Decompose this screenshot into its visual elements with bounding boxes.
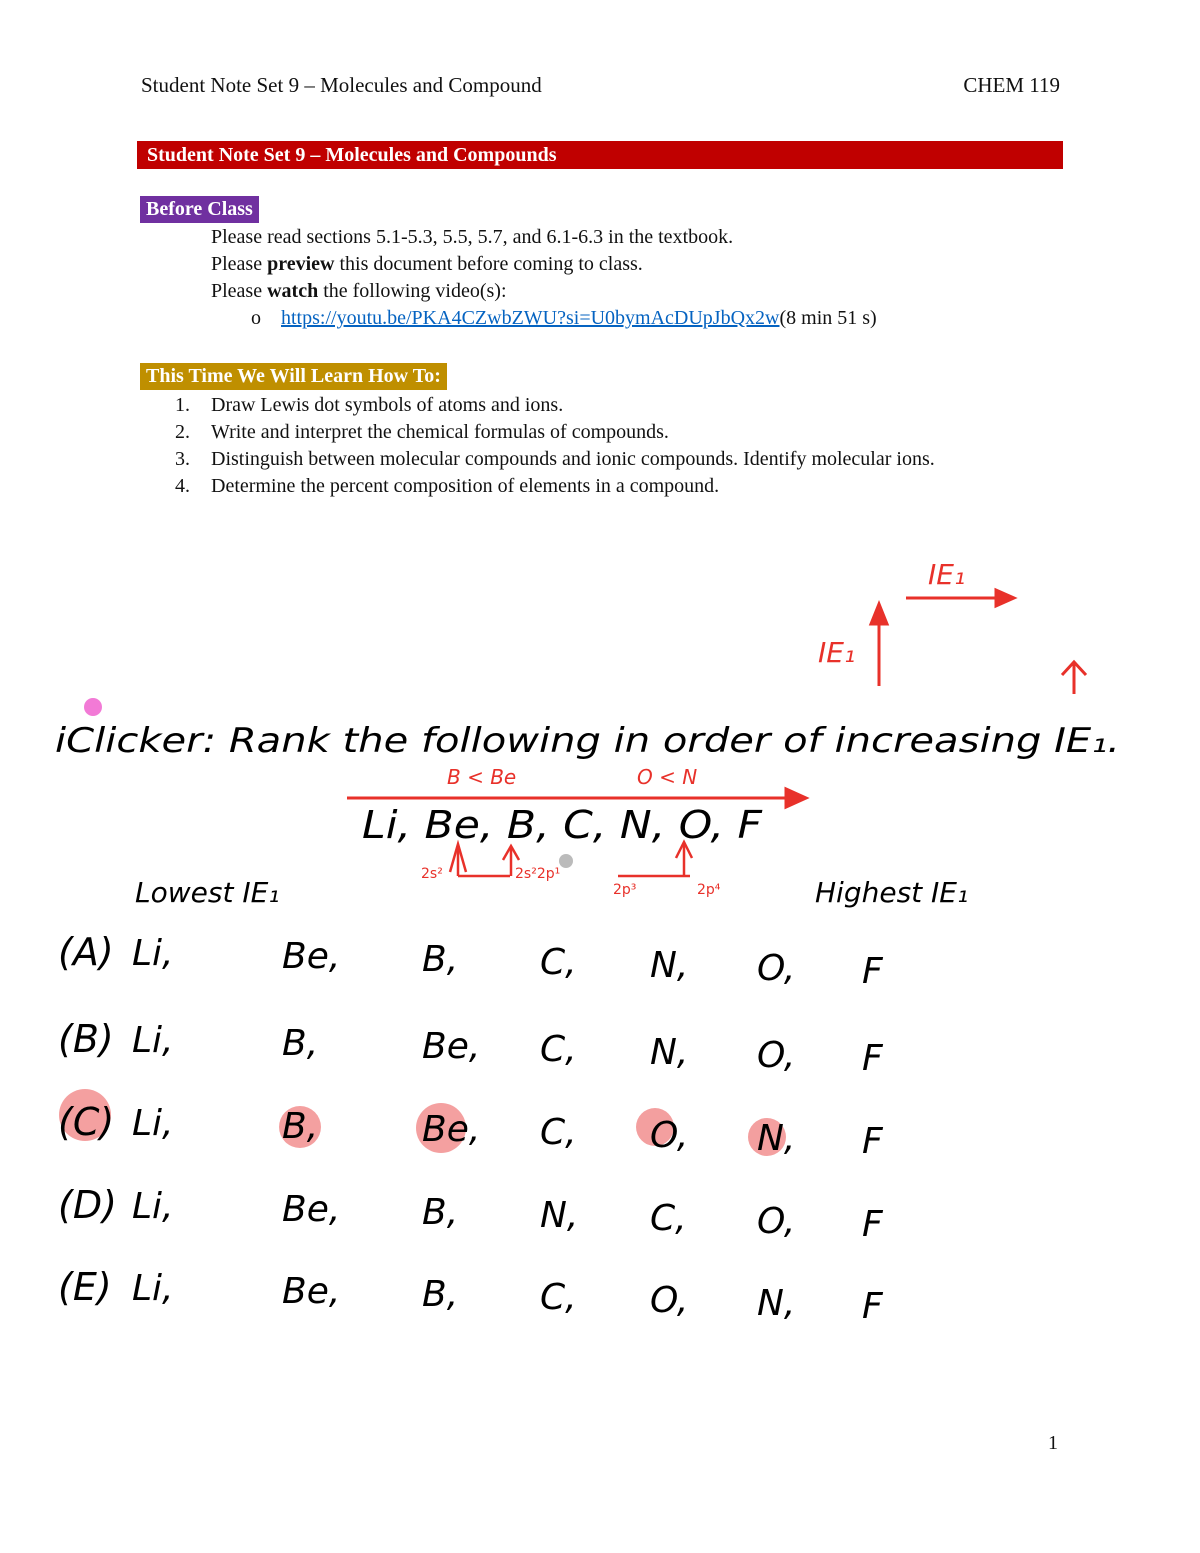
option-element: B, — [422, 1274, 459, 1315]
option-element: F — [862, 1204, 883, 1245]
config-2p4: 2p⁴ — [697, 882, 721, 898]
config-2p3: 2p³ — [613, 882, 637, 898]
option-element: Li, — [132, 1268, 174, 1309]
arrow-right-head — [996, 590, 1014, 606]
option-element: N, — [650, 945, 689, 986]
option-element: C, — [540, 1277, 577, 1318]
objective-text: Write and interpret the chemical formulas of compounds. — [211, 421, 669, 443]
objective-number: 3. — [175, 448, 190, 470]
option-element: F — [862, 1038, 883, 1079]
option-element: O, — [757, 1035, 796, 1076]
option-element: C, — [540, 942, 577, 983]
option-element: F — [862, 951, 883, 992]
option-label: (C) — [58, 1100, 115, 1144]
option-element: N, — [757, 1283, 796, 1324]
option-element: Li, — [132, 1020, 174, 1061]
option-element: B, — [422, 939, 459, 980]
option-element: O, — [650, 1280, 689, 1321]
option-element: N, — [540, 1195, 579, 1236]
option-element: C, — [540, 1029, 577, 1070]
video-duration: (8 min 51 s) — [779, 307, 877, 329]
option-element: Be, — [422, 1026, 481, 1067]
option-element: Be, — [282, 936, 341, 977]
page-number: 1 — [1048, 1432, 1058, 1454]
option-element: B, — [282, 1023, 319, 1064]
option-element: F — [862, 1286, 883, 1327]
option-element: F — [862, 1121, 883, 1162]
option-element: B, — [422, 1192, 459, 1233]
answer-options — [58, 930, 884, 1327]
learn-heading: This Time We Will Learn How To: — [140, 363, 447, 390]
option-element: Li, — [132, 1186, 174, 1227]
lowest-ie-label: Lowest IE₁ — [135, 876, 280, 909]
option-element: N, — [650, 1032, 689, 1073]
circle-bullet-icon: o — [251, 307, 261, 329]
option-element: Li, — [132, 933, 174, 974]
series-arrow-head — [786, 789, 806, 807]
highest-ie-label: Highest IE₁ — [815, 876, 969, 909]
note-o-less-n: O < N — [637, 765, 698, 789]
option-element: O, — [757, 1201, 796, 1242]
running-header-course: CHEM 119 — [963, 73, 1060, 97]
iclicker-question: iClicker: Rank the following in order of increasing IE₁. — [55, 721, 1120, 761]
config-2s2p1: 2s²2p¹ — [515, 866, 561, 882]
before-class-heading: Before Class — [140, 196, 259, 223]
objective-number: 4. — [175, 475, 190, 497]
option-element: O, — [650, 1115, 689, 1156]
config-2s: 2s² — [421, 866, 443, 882]
trend-up-label: IE₁ — [818, 636, 856, 669]
option-label: (D) — [58, 1183, 117, 1227]
pen-cursor-dot — [84, 698, 102, 716]
before-class-item-text: Please read sections 5.1-5.3, 5.5, 5.7, and 6.1-6.3 in the textbook. — [211, 226, 734, 248]
objective-text: Determine the percent composition of elements in a compound. — [211, 475, 720, 497]
option-element: Be, — [282, 1271, 341, 1312]
pointer-dot — [559, 854, 573, 868]
video-link[interactable]: https://youtu.be/PKA4CZwbZWU?si=U0bymAcDUpJbQx2w — [281, 307, 780, 329]
option-label: (B) — [58, 1017, 114, 1061]
option-label: (E) — [58, 1265, 112, 1309]
before-class-item-text: Please preview this document before coming to class. — [211, 253, 643, 275]
objective-text: Distinguish between molecular compounds and ionic compounds. Identify molecular ions. — [211, 448, 935, 470]
option-element: Li, — [132, 1103, 174, 1144]
trend-right-label: IE₁ — [928, 558, 966, 591]
option-element: Be, — [282, 1189, 341, 1230]
option-label: (A) — [58, 930, 114, 974]
note-b-less-be: B < Be — [447, 765, 517, 789]
running-header-title: Student Note Set 9 – Molecules and Compound — [141, 73, 542, 97]
option-element: C, — [650, 1198, 687, 1239]
before-class-item-text: Please watch the following video(s): — [211, 280, 507, 302]
objective-number: 2. — [175, 421, 190, 443]
option-element: O, — [757, 948, 796, 989]
option-element: Be, — [422, 1109, 481, 1150]
section-banner: Student Note Set 9 – Molecules and Compounds — [137, 141, 1063, 169]
objective-number: 1. — [175, 394, 190, 416]
element-series: Li, Be, B, C, N, O, F — [362, 803, 764, 847]
option-element: N, — [757, 1118, 796, 1159]
option-element: C, — [540, 1112, 577, 1153]
option-element: B, — [282, 1106, 319, 1147]
objective-text: Draw Lewis dot symbols of atoms and ions. — [211, 394, 564, 416]
arrow-up-head — [871, 604, 887, 624]
